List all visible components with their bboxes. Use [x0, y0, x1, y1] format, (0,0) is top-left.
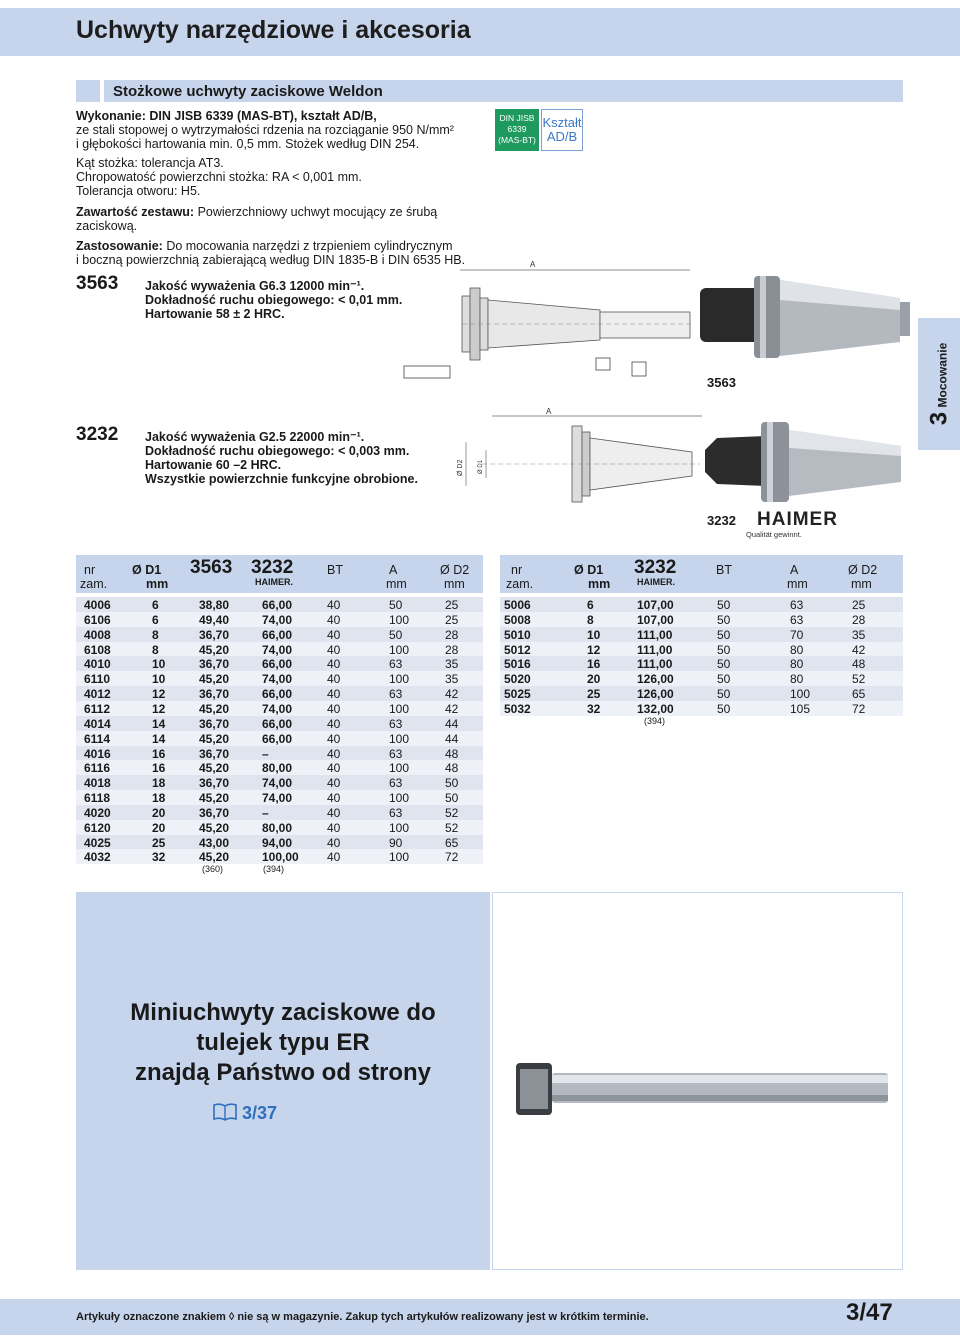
table-cell: 5006 — [504, 598, 531, 612]
table2-footnote: (394) — [644, 716, 666, 726]
table-row — [76, 627, 483, 642]
table-cell: 50 — [717, 657, 731, 672]
spec-line: Hartowanie 58 ± 2 HRC. — [145, 307, 285, 321]
table-row — [76, 775, 483, 790]
table-cell: 63 — [790, 598, 804, 612]
table-cell: 50 — [717, 672, 731, 687]
th-a: A — [389, 563, 398, 577]
th-bt: BT — [327, 563, 343, 577]
chapter-number: 3 — [925, 411, 952, 426]
table-cell: 20 — [152, 805, 166, 820]
th-zam: zam. — [506, 577, 534, 591]
table-cell: 100 — [389, 761, 410, 776]
table-cell: 35 — [852, 627, 866, 642]
spec-line: Jakość wyważenia G2.5 22000 min⁻¹. — [145, 430, 365, 444]
table-cell: 44 — [445, 716, 459, 731]
desc-line: Wykonanie: DIN JISB 6339 (MAS-BT), kształt AD/B, — [76, 109, 377, 123]
table-cell: 50 — [717, 642, 731, 657]
table-cell: 52 — [445, 820, 459, 835]
set-text-cont: zaciskową. — [76, 219, 138, 233]
table-cell: 100 — [389, 850, 410, 865]
table-cell: 40 — [327, 746, 341, 761]
table-row — [76, 790, 483, 805]
table-cell: 40 — [327, 687, 341, 702]
table-cell: 45,20 — [199, 850, 230, 865]
table-cell: 94,00 — [262, 835, 293, 850]
table-cell: 40 — [327, 820, 341, 835]
table-row — [500, 642, 903, 657]
photo-label: 3232 — [707, 513, 736, 528]
table-cell: 40 — [327, 791, 341, 806]
table-cell: 50 — [717, 627, 731, 642]
table-row — [500, 597, 903, 612]
table-cell: 50 — [717, 701, 731, 716]
th-zam: zam. — [80, 577, 108, 591]
table-cell: 25 — [852, 598, 866, 612]
table-cell: 6106 — [84, 612, 111, 627]
table-cell: 40 — [327, 612, 341, 627]
table-cell: 100 — [389, 701, 410, 716]
th-d1: Ø D1 — [132, 563, 162, 577]
table-cell: 25 — [445, 598, 459, 612]
table-cell: 50 — [445, 791, 459, 806]
technical-drawing-3563 — [400, 258, 700, 386]
table-cell: 70 — [790, 627, 804, 642]
th-3232: 3232 — [634, 557, 677, 578]
table-cell: 14 — [152, 716, 166, 731]
table-cell: 80 — [790, 672, 804, 687]
table-cell: 28 — [445, 642, 459, 657]
din-badge-line: DIN JISB — [499, 113, 535, 123]
th-mm: mm — [588, 577, 611, 591]
table-cell: 80,00 — [262, 761, 293, 776]
table-cell: 63 — [389, 716, 403, 731]
desc-line: Chropowatość powierzchni stożka: RA < 0,001 mm. — [76, 170, 362, 184]
table-cell: 20 — [587, 672, 601, 687]
table-cell: 40 — [327, 835, 341, 850]
table-cell: 65 — [852, 687, 866, 702]
table-cell: 18 — [152, 776, 166, 791]
table-cell: 40 — [327, 627, 341, 642]
din-badge-line: (MAS-BT) — [498, 135, 536, 145]
technical-drawing-3232 — [452, 404, 704, 504]
table-cell: 36,70 — [199, 805, 230, 820]
book-icon — [212, 1102, 238, 1122]
table-cell: 38,80 — [199, 598, 230, 612]
table-cell: 42 — [445, 701, 459, 716]
set-text: Powierzchniowy uchwyt mocujący ze śrubą — [197, 205, 438, 219]
chapter-tab-text — [918, 318, 960, 450]
table-cell: 10 — [152, 672, 166, 687]
page-number: 3/47 — [846, 1299, 893, 1326]
table-cell: 74,00 — [262, 612, 293, 627]
table-cell: 126,00 — [637, 687, 674, 702]
set-label: Zawartość zestawu: — [76, 205, 195, 219]
table-cell: 6116 — [84, 761, 111, 776]
table-cell: 5016 — [504, 657, 531, 672]
table-cell: 35 — [445, 657, 459, 672]
table-cell: 35 — [445, 672, 459, 687]
table-cell: 6 — [152, 612, 159, 627]
spec-line: Dokładność ruchu obiegowego: < 0,01 mm. — [145, 293, 403, 307]
table-cell: 42 — [852, 642, 866, 657]
table-row — [76, 686, 483, 701]
table-cell: 20 — [152, 820, 166, 835]
table-cell: 72 — [852, 701, 866, 716]
svg-text:A: A — [530, 260, 536, 269]
th-haimer: HAIMER. — [255, 577, 293, 587]
table-row — [500, 612, 903, 627]
spec-line: Hartowanie 60 –2 HRC. — [145, 458, 282, 472]
table-cell: 28 — [852, 612, 866, 627]
table-cell: 40 — [327, 731, 341, 746]
haimer-tagline: Qualität gewinnt. — [746, 530, 802, 539]
table-cell: 28 — [445, 627, 459, 642]
table-row — [76, 716, 483, 731]
table-row — [76, 701, 483, 716]
table-cell: 36,70 — [199, 627, 230, 642]
table-cell: 43,00 — [199, 835, 230, 850]
table-cell: 66,00 — [262, 627, 293, 642]
table-row — [500, 701, 903, 716]
table-cell: 4006 — [84, 598, 111, 612]
table-cell: 36,70 — [199, 716, 230, 731]
th-haimer: HAIMER. — [637, 577, 675, 587]
table-cell: 40 — [327, 701, 341, 716]
table-cell: 80 — [790, 657, 804, 672]
table-cell: 40 — [327, 598, 341, 612]
table-cell: 45,20 — [199, 731, 230, 746]
table-cell: 63 — [389, 746, 403, 761]
promo-line: tulejek typu ER — [196, 1029, 370, 1056]
table-cell: 74,00 — [262, 672, 293, 687]
product-photo-3563 — [700, 262, 910, 370]
table-cell: 12 — [152, 701, 166, 716]
table-cell: 74,00 — [262, 642, 293, 657]
table-row — [500, 686, 903, 701]
table-row — [76, 597, 483, 612]
table-cell: 63 — [790, 612, 804, 627]
section-marker — [76, 80, 100, 102]
spec-line: Wszystkie powierzchnie funkcyjne obrobione. — [145, 472, 418, 486]
promo-title — [76, 998, 490, 1088]
table-cell: 111,00 — [637, 627, 673, 642]
table-cell: 126,00 — [637, 672, 674, 687]
table-cell: 45,20 — [199, 642, 230, 657]
table-cell: 48 — [852, 657, 866, 672]
table-cell: 66,00 — [262, 598, 293, 612]
table-cell: 66,00 — [262, 731, 293, 746]
table-row — [76, 835, 483, 850]
table-cell: 12 — [152, 687, 166, 702]
use-label: Zastosowanie: — [76, 239, 163, 253]
table-cell: 132,00 — [637, 701, 674, 716]
table-cell: 8 — [152, 627, 159, 642]
set-contents — [76, 205, 437, 220]
table-row — [500, 656, 903, 671]
table-cell: 65 — [445, 835, 459, 850]
table-cell: – — [262, 746, 269, 761]
table-cell: 63 — [389, 776, 403, 791]
table-cell: 100 — [389, 731, 410, 746]
table-cell: 25 — [152, 835, 166, 850]
spec-line: Jakość wyważenia G6.3 12000 min⁻¹. — [145, 279, 365, 293]
table-cell: 48 — [445, 761, 459, 776]
table-cell: 50 — [445, 776, 459, 791]
table-cell: 52 — [852, 672, 866, 687]
table-cell: 36,70 — [199, 746, 230, 761]
table-row — [76, 849, 483, 864]
din-badge — [495, 109, 539, 151]
table-cell: 74,00 — [262, 791, 293, 806]
table-row — [76, 656, 483, 671]
product-photo-3232 — [705, 410, 910, 506]
table-cell: 72 — [445, 850, 459, 865]
table-cell: 100 — [389, 612, 410, 627]
photo-label: 3563 — [707, 375, 736, 390]
table-cell: 100 — [790, 687, 811, 702]
table-cell: 66,00 — [262, 657, 293, 672]
table-row — [76, 671, 483, 686]
table-row — [76, 731, 483, 746]
footer-note: Artykuły oznaczone znakiem ◊ nie są w magazynie. Zakup tych artykułów realizowany jest w krótkim terminie. — [76, 1311, 649, 1323]
th-nr: nr — [84, 563, 96, 577]
table-cell: 42 — [445, 687, 459, 702]
table-cell: 40 — [327, 642, 341, 657]
table-cell: 100 — [389, 642, 410, 657]
section-title: Stożkowe uchwyty zaciskowe Weldon — [113, 83, 383, 100]
table-cell: 66,00 — [262, 687, 293, 702]
page-title: Uchwyty narzędziowe i akcesoria — [76, 16, 471, 44]
promo-line: znajdą Państwo od strony — [134, 1059, 432, 1086]
table-cell: 45,20 — [199, 761, 230, 776]
table-cell: 5012 — [504, 642, 531, 657]
table-cell: 5025 — [504, 687, 531, 702]
table-cell: 40 — [327, 716, 341, 731]
table-cell: 100 — [389, 791, 410, 806]
table-cell: 63 — [389, 687, 403, 702]
table-cell: 6 — [152, 598, 159, 612]
promo-line: Miniuchwyty zaciskowe do — [130, 999, 436, 1026]
table-cell: 40 — [327, 672, 341, 687]
use-text: Do mocowania narzędzi z trzpieniem cylindrycznym — [166, 239, 453, 253]
table-cell: 4008 — [84, 627, 111, 642]
table-row — [500, 671, 903, 686]
table-row — [76, 642, 483, 657]
th-3563: 3563 — [190, 557, 233, 578]
table-cell: 6120 — [84, 820, 111, 835]
chapter-label: Mocowanie — [935, 342, 949, 408]
table-cell: 80 — [790, 642, 804, 657]
din-badge-line: 6339 — [507, 124, 527, 134]
th-3232: 3232 — [251, 557, 294, 578]
table-cell: 5010 — [504, 627, 531, 642]
promo-page-link[interactable]: 3/37 — [242, 1103, 278, 1123]
table-cell: 100 — [389, 820, 410, 835]
table-row — [76, 760, 483, 775]
table-cell: 74,00 — [262, 776, 293, 791]
shape-badge-line: Kształt — [542, 115, 582, 130]
product-code: 3563 — [76, 273, 119, 294]
usage — [76, 239, 453, 254]
table-cell: 52 — [445, 805, 459, 820]
table-cell: 100 — [389, 672, 410, 687]
table-cell: 36,70 — [199, 776, 230, 791]
shape-badge-line: AD/B — [546, 129, 578, 144]
table-cell: 40 — [327, 657, 341, 672]
th-nr: nr — [511, 563, 523, 577]
table-cell: 10 — [587, 627, 601, 642]
table-cell: 40 — [327, 776, 341, 791]
svg-text:A: A — [546, 407, 552, 416]
table-cell: 36,70 — [199, 687, 230, 702]
table-cell: – — [262, 805, 269, 820]
table-cell: 25 — [587, 687, 601, 702]
table-cell: 90 — [389, 835, 403, 850]
th-a: A — [790, 563, 799, 577]
table-cell: 4032 — [84, 850, 111, 865]
spec-line: Dokładność ruchu obiegowego: < 0,003 mm. — [145, 444, 410, 458]
table-cell: 6118 — [84, 791, 111, 806]
table-cell: 63 — [389, 657, 403, 672]
table-cell: 66,00 — [262, 716, 293, 731]
table-cell: 5032 — [504, 701, 531, 716]
table-row — [76, 746, 483, 761]
th-mm: mm — [787, 577, 808, 591]
table-cell: 111,00 — [637, 642, 673, 657]
th-bt: BT — [716, 563, 732, 577]
table-cell: 100,00 — [262, 850, 299, 865]
th-d2: Ø D2 — [848, 563, 878, 577]
table-cell: 50 — [717, 687, 731, 702]
table-cell: 32 — [587, 701, 601, 716]
table-cell: 8 — [587, 612, 594, 627]
table-cell: 5020 — [504, 672, 531, 687]
th-mm: mm — [386, 577, 407, 591]
table-cell: 12 — [587, 642, 601, 657]
er-chuck-photo — [508, 1055, 893, 1121]
table-cell: 50 — [389, 627, 403, 642]
svg-text:Ø D1: Ø D1 — [478, 459, 484, 474]
shape-badge — [541, 109, 583, 151]
table-cell: 4016 — [84, 746, 111, 761]
table-cell: 4025 — [84, 835, 111, 850]
table-row — [500, 627, 903, 642]
table-cell: 45,20 — [199, 791, 230, 806]
product-code: 3232 — [76, 424, 119, 445]
table-cell: 4018 — [84, 776, 111, 791]
desc-line: ze stali stopowej o wytrzymałości rdzenia na rozciąganie 950 N/mm² — [76, 123, 454, 137]
table-cell: 25 — [445, 612, 459, 627]
table-cell: 63 — [389, 805, 403, 820]
table-cell: 32 — [152, 850, 166, 865]
table-cell: 16 — [152, 761, 166, 776]
table-cell: 4014 — [84, 716, 111, 731]
table-cell: 48 — [445, 746, 459, 761]
table-cell: 105 — [790, 701, 811, 716]
table-cell: 4020 — [84, 805, 111, 820]
table-cell: 40 — [327, 805, 341, 820]
table-cell: 10 — [152, 657, 166, 672]
th-d2: Ø D2 — [440, 563, 470, 577]
table-cell: 8 — [152, 642, 159, 657]
desc-line: i głębokości hartowania min. 0,5 mm. Stożek według DIN 254. — [76, 137, 420, 151]
table-cell: 4012 — [84, 687, 111, 702]
table-cell: 6112 — [84, 701, 111, 716]
table-cell: 111,00 — [637, 657, 673, 672]
table-cell: 6108 — [84, 642, 111, 657]
table-row — [76, 612, 483, 627]
table-row — [76, 820, 483, 835]
th-mm: mm — [146, 577, 169, 591]
table-cell: 6114 — [84, 731, 111, 746]
table-cell: 6110 — [84, 672, 111, 687]
table-cell: 80,00 — [262, 820, 293, 835]
table-cell: 16 — [587, 657, 601, 672]
th-d1: Ø D1 — [574, 563, 604, 577]
svg-text:Ø D2: Ø D2 — [457, 459, 464, 476]
desc-line: Tolerancja otworu: H5. — [76, 184, 201, 198]
table-cell: 74,00 — [262, 701, 293, 716]
table-cell: 18 — [152, 791, 166, 806]
table-cell: 40 — [327, 850, 341, 865]
th-mm: mm — [444, 577, 465, 591]
table-cell: 6 — [587, 598, 594, 612]
table-cell: 4010 — [84, 657, 111, 672]
table-cell: 45,20 — [199, 672, 230, 687]
table-cell: 50 — [717, 598, 731, 612]
table-cell: 45,20 — [199, 701, 230, 716]
table2-header — [500, 555, 903, 593]
th-mm: mm — [851, 577, 872, 591]
table-cell: 40 — [327, 761, 341, 776]
desc-line: Kąt stożka: tolerancja AT3. — [76, 156, 224, 170]
table-cell: 45,20 — [199, 820, 230, 835]
haimer-logo: HAIMER — [757, 509, 838, 530]
table-cell: 107,00 — [637, 612, 674, 627]
table-cell: 16 — [152, 746, 166, 761]
table-cell: 50 — [389, 598, 403, 612]
table-cell: 5008 — [504, 612, 531, 627]
table-row — [76, 805, 483, 820]
use-text-cont: i boczną powierzchnią zabierającą według DIN 1835-B i DIN 6535 HB. — [76, 253, 466, 267]
table-cell: 49,40 — [199, 612, 230, 627]
table-cell: 107,00 — [637, 598, 674, 612]
table-cell: 44 — [445, 731, 459, 746]
table1-footnote: (394) — [263, 864, 285, 874]
table1-footnote: (360) — [202, 864, 224, 874]
table-cell: 50 — [717, 612, 731, 627]
table-cell: 14 — [152, 731, 166, 746]
table-cell: 36,70 — [199, 657, 230, 672]
